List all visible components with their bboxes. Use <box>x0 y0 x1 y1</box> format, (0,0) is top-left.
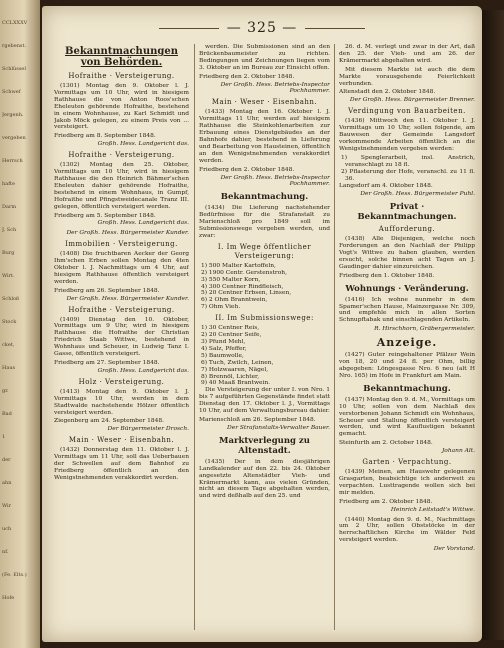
notice-date: Friedberg am 26. September 1848. <box>54 287 160 294</box>
notice-paragraph: (1413) Montag den 9. Oktober l. J. Vormittags 10 Uhr, werden in dem Stadtwalde nachstehende Hölzer öffentlich versteigert werden. <box>54 388 189 416</box>
list-item: 3) 550 Malter Korn, <box>201 276 261 283</box>
notice-paragraph: (1434) Die Lieferung nachstehender Bedürfnisse für die Strafanstalt zu Marienschloß pro 1849 soll im Submissionswege vergeben werden, und zwar: <box>199 205 330 239</box>
list-item: 7) Ohm Vieh. <box>201 304 241 311</box>
adjacent-page-text: CCLXXXV <box>2 20 28 26</box>
adjacent-page-text: gr. <box>2 388 9 394</box>
notice-paragraph: (1427) Guter reingehaltener Pfälzer Wein von 18, 20 und 24 fl. per Ohm, billig abgegeben: Löngesgasse Nro. 6 neu (alt H Nro. 165) im Hofe in Frankfurt am Main. <box>339 352 475 379</box>
notice-paragraph: (1438) Alle Diejenigen, welche noch Forderungen an den Nachlaß der Philipp Vogt's Wittwe zu haben glauben, werden ersucht, solche binnen acht Tagen an J. Gaudinger dahier einzureichen. <box>339 236 475 270</box>
notice-paragraph: werden. Die Submissionen sind an den Brückenbaumeister zu richten. Bedingungen und Zeichnungen liegen vom 3. Oktober an im Bureau zur Einsicht offen. <box>199 44 330 71</box>
adjacent-page-text: Bad <box>2 411 12 417</box>
notice-paragraph: (1416) Ich wohne nunmehr in dem Spamer'schen Hause, Mainzergasse Nr. 309, und empfehle mich in allen Sorten Schnupftabak und einschlagenden Artikeln. <box>339 296 475 324</box>
section-heading: Wohnungs · Veränderung. <box>345 283 469 294</box>
notice-subheading: Verdingung von Bauarbeiten. <box>348 107 466 116</box>
notice-date: Altenstadt den 2. Oktober 1848. <box>339 89 436 96</box>
column-1-title: Bekanntmachungen von Behörden. <box>65 46 178 68</box>
notice-paragraph: (1437) Montag den 9. d. M., Vormittags um 10 Uhr, sollen von dem Nachlaß des verstorbenen Johann Schmidt ein Wohnhaus, Scheuer und Stallung öffentlich versteigert werden, und wird Kauflustigen bekannt gemacht. <box>339 396 475 438</box>
list-item: 2) 20 Centner Seife, <box>201 332 262 339</box>
adjacent-page-text: ahn <box>2 480 12 486</box>
notice-date: Friedberg den 2. Oktober 1848. <box>199 166 295 173</box>
list-item: 6) 2 Ohm Branntwein, <box>201 297 268 304</box>
list-item: 4) 300 Centner Rindfleisch, <box>201 283 284 290</box>
adjacent-page-text: (Fe. Elts.) <box>2 572 27 578</box>
adjacent-page-text: 1 <box>2 434 6 440</box>
list-item: 4) Salz, Pfeffer, <box>201 345 247 352</box>
list-item: 7) Holzwaaren, Nägel, <box>201 366 269 373</box>
notice-subheading: I. Im Wege öffentlicher Versteigerung: <box>217 242 312 260</box>
adjacent-page-text: Burg <box>2 250 15 256</box>
list-item: 9) 40 Maaß Brantwein. <box>201 380 271 387</box>
notice-signature: Der Großh. Hess. Betriebs-Inspector Pochhammer. <box>220 81 330 95</box>
notice-paragraph: (1436) Mittwoch den 11. Oktober l. J. Vormittags um 10 Uhr, sollen folgende, am Bauwesen der Gemeinde Langsdorf vorkommende Arbeiten öffentlich an die Wenigstnehmenden vergeben werden: <box>339 118 475 152</box>
notice-paragraph: 26. d. M. verlegt und zwar in der Art, daß den 25. der Vieh- und am 26. der Krämermarkt abgehalten wird. <box>339 44 475 64</box>
list-item: 5) 20 Centner Erbsen, Linsen, <box>201 290 292 297</box>
notice-subheading: Main · Weser · Eisenbahn. <box>211 98 318 107</box>
adjacent-page-text: Haus <box>2 365 16 371</box>
adjacent-page-text: uch <box>2 526 12 532</box>
adjacent-page-text: vergeben <box>2 135 26 141</box>
notice-subheading: Hofraithe · Versteigerung. <box>68 72 175 80</box>
notice-signature: Der Großh. Hess. Bürgermeister Kunder. <box>66 230 189 237</box>
notice-subheading: Garten · Verpachtung. <box>362 458 452 467</box>
adjacent-page-text: Herrsch <box>2 158 23 164</box>
adjacent-page-text: Hofe <box>2 595 15 601</box>
column-1 <box>54 44 189 630</box>
adjacent-page-text: Schloß <box>2 296 20 302</box>
section-heading: Bekanntmachung. <box>220 192 309 203</box>
list-item: 5) Baumwolle, <box>201 352 244 359</box>
notice-paragraph: (1409) Dienstag den 10. Oktober, Vormittags um 9 Uhr, wird in hiesigem Rathhause die Hofraithe der Christian Friedrich Staab Wittwe, bestehend in Wohnhaus und Scheuer, in Ludwig Tanz I. Gasse, öffentlich versteigert. <box>54 316 189 358</box>
notice-signature: Der Bürgermeister Drosch. <box>107 426 189 433</box>
notice-subheading: II. Im Submissionswege: <box>215 314 314 323</box>
adjacent-page-text: Stock <box>2 319 17 325</box>
notice-date: Steinfurth am 2. October 1848. <box>339 440 433 447</box>
notice-date: Langsdorf am 4. Oktober 1848. <box>339 183 433 190</box>
book-binding-edge <box>482 10 504 640</box>
list-item: 2) Pflasterung der Hofe, veranschl. zu 11 fl. 36. <box>341 168 475 182</box>
anzeige-heading: Anzeige. <box>376 336 438 350</box>
notice-signature: Der Großh. Hess. Bürgermeister Kunder. <box>66 295 189 302</box>
notice-date: Friedberg am 8. September 1848. <box>54 133 156 140</box>
column-1-body <box>54 72 189 482</box>
list-item: 8) Brennöl, Lichter, <box>201 373 260 380</box>
notice-signature: R. Hirschhorn, Gräbergermeister. <box>374 326 475 333</box>
adjacent-page-text: Wir <box>2 503 12 509</box>
adjacent-page-text: hafte <box>2 181 16 187</box>
adjacent-page-text: Schlüssel <box>2 66 26 72</box>
notice-signature: Großh. Hess. Landgericht das. <box>97 367 189 374</box>
column-2 <box>194 44 330 630</box>
notice-date: Friedberg den 1. Oktober 1848. <box>339 272 435 279</box>
adjacent-page-edge <box>0 0 40 648</box>
notice-date: Friedberg am 2. Oktober 1848. <box>339 498 433 505</box>
notice-subheading: Immobilien · Versteigerung. <box>65 240 178 249</box>
column-3 <box>334 44 475 630</box>
list-item: 1) Spenglerarbeit, insl. Anstrich, veranschlagt zu 18 fl. <box>341 154 475 168</box>
adjacent-page-text: Jergenh. <box>2 112 24 118</box>
notice-paragraph: (1301) Montag den 9. Oktober l. J. Vormittags um 10 Uhr, wird in hiesigem Rathhause die von Anton Roos'schen Eheleuten gehörende Hofraithe, bestehend in einem Wohnhause, zu Karl Schmidt und Jakob Möck gelegen, zu einem Preis von ... versteigert. <box>54 83 189 131</box>
adjacent-page-text: Darm <box>2 204 17 210</box>
notice-signature: Großh. Hess. Landgericht das. <box>97 141 189 148</box>
notice-signature: Johann Alt. <box>441 448 475 455</box>
notice-paragraph: (1439) Meinen, am Hauswehr gelegenen Grasgarten, beabsichtige ich anderweit zu verpachten. Lusttragende wollen sich bei mir melden. <box>339 469 475 496</box>
list-item: 1) 30 Centner Reis, <box>201 325 260 332</box>
notice-signature: Heinrich Leitstadt's Wittwe. <box>390 506 475 513</box>
notice-paragraph: (1433) Montag den 16. Oktober l. J. Vormittags 11 Uhr, werden auf hiesigem Rathhause die Steinkohlenarbeiten zur Erbauung eines Dienstgebäudes an der Bahnhofe dahier, bestehend in Lieferung und Bearbeitung von Hausteinen, öffentlich an den Wenigstnehmenden verakkordirt werden. <box>199 109 330 164</box>
adjacent-page-text: Wirt. <box>2 273 15 279</box>
list-item: 1) 500 Malter Kartoffeln, <box>201 262 276 269</box>
page-number: — 325 — <box>42 20 482 36</box>
list-item: 3) Pfund Mehl, <box>201 339 246 345</box>
notice-paragraph: (1435) Der in dem diesjährigen Landkalender auf den 22. bis 24. Oktober angesetzte Altenstädter Vieh- und Krämermarkt kann, aus vielen Gründen, nicht an diesem Tage abgehalten werden, und wird deßhalb auf den 25. und <box>199 458 330 500</box>
notice-signature: Der Vorstand. <box>433 546 475 553</box>
notice-paragraph: Die Versteigerung der unter I. von Nro. 1 bis 7 aufgeführten Gegenstände findet statt Dienstag den 17. Oktober l. J., Vormittags 10 Uhr, auf dem Verwaltungsbureau dahier. <box>199 387 330 415</box>
notice-subheading: Hofraithe · Versteigerung. <box>68 305 175 314</box>
section-heading: Marktverlegung zu Altenstadt. <box>219 435 310 456</box>
list-item: 6) Tuch, Zwilch, Leinen, <box>201 359 274 366</box>
newspaper-page <box>42 6 482 642</box>
adjacent-page-text: cket, <box>2 342 15 348</box>
column-3-body <box>339 44 475 553</box>
notice-signature: Der Strafanstalts-Verwalter Bauer. <box>226 424 330 431</box>
notice-date: Friedberg den 2. Oktober 1848. <box>199 73 295 80</box>
notice-paragraph: (1408) Die fruchtbaren Aecker der Georg Ihm'schen Erben sollen Montag den 4ten Oktober l. J. Nachmittags um 4 Uhr, auf hiesigem Rathhause öffentlich versteigert werden. <box>54 251 189 285</box>
notice-paragraph: (1440) Montag den 9. d. M., Nachmittags um 2 Uhr, sollen Obststöcke in der herrschaftlichen Kirche im Wälder Feld versteigert werden. <box>339 516 475 544</box>
list-item: 2) 1900 Centr. Gerstenstroh, <box>201 269 287 276</box>
notice-signature: Der Großh. Hess. Bürgermeister Brenner. <box>349 97 475 104</box>
section-heading: Privat · Bekanntmachungen. <box>357 202 457 223</box>
notice-paragraph: (1432) Donnerstag den 11. Oktober l. J. Vormittags um 11 Uhr, soll das Ueberbauen der Schwellen auf dem Bahnhof zu Friedberg öffentlich an den Wenigstnehmenden verakkordirt werden. <box>54 447 189 481</box>
notice-date: Friedberg am 5. September 1848. <box>54 212 156 219</box>
notice-subheading: Aufforderung. <box>378 225 436 234</box>
adjacent-page-text: nf. <box>2 549 9 555</box>
adjacent-page-text: Schwef <box>2 89 21 95</box>
notice-date: Marienschloß am 26. September 1848. <box>199 416 316 423</box>
notice-subheading: Main · Weser · Eisenbahn. <box>68 436 175 445</box>
notice-paragraph: Mit diesem Markte ist auch die dem Markte vorausgehende Feierlichkeit verbunden. <box>339 66 475 87</box>
notice-date: Ziegenberg am 24. September 1848. <box>54 418 164 425</box>
notice-subheading: Hofraithe · Versteigerung. <box>68 151 175 160</box>
notice-date: Friedberg am 27. September 1848. <box>54 360 160 366</box>
notice-paragraph: (1302) Montag den 25. Oktober, Vormittags um 10 Uhr, wird in hiesigem Rathhause die den Heinrich Bähmer'schen Eheleuten dahier gehörende Hofraithe, bestehend in einem Wohnhaus, in Gumpf, Hofraithe und Pfingstweidecanale Tranz III. gelegen, öffentlich versteigert werden. <box>54 162 189 210</box>
adjacent-page-text: rgebenst. <box>2 43 27 49</box>
section-heading: Bekanntmachung. <box>363 383 451 394</box>
notice-signature: Der Großh. Hess. Bürgermeister Puhl. <box>360 191 475 198</box>
adjacent-page-text: J. Sch <box>2 227 17 233</box>
notice-signature: Großh. Hess. Landgericht das. <box>97 220 189 227</box>
notice-signature: Der Großh. Hess. Betriebs-Inspector Pochhammer. <box>220 174 330 188</box>
adjacent-page-text: der <box>2 457 11 463</box>
notice-subheading: Holz · Versteigerung. <box>78 377 165 386</box>
column-2-body <box>199 44 330 500</box>
